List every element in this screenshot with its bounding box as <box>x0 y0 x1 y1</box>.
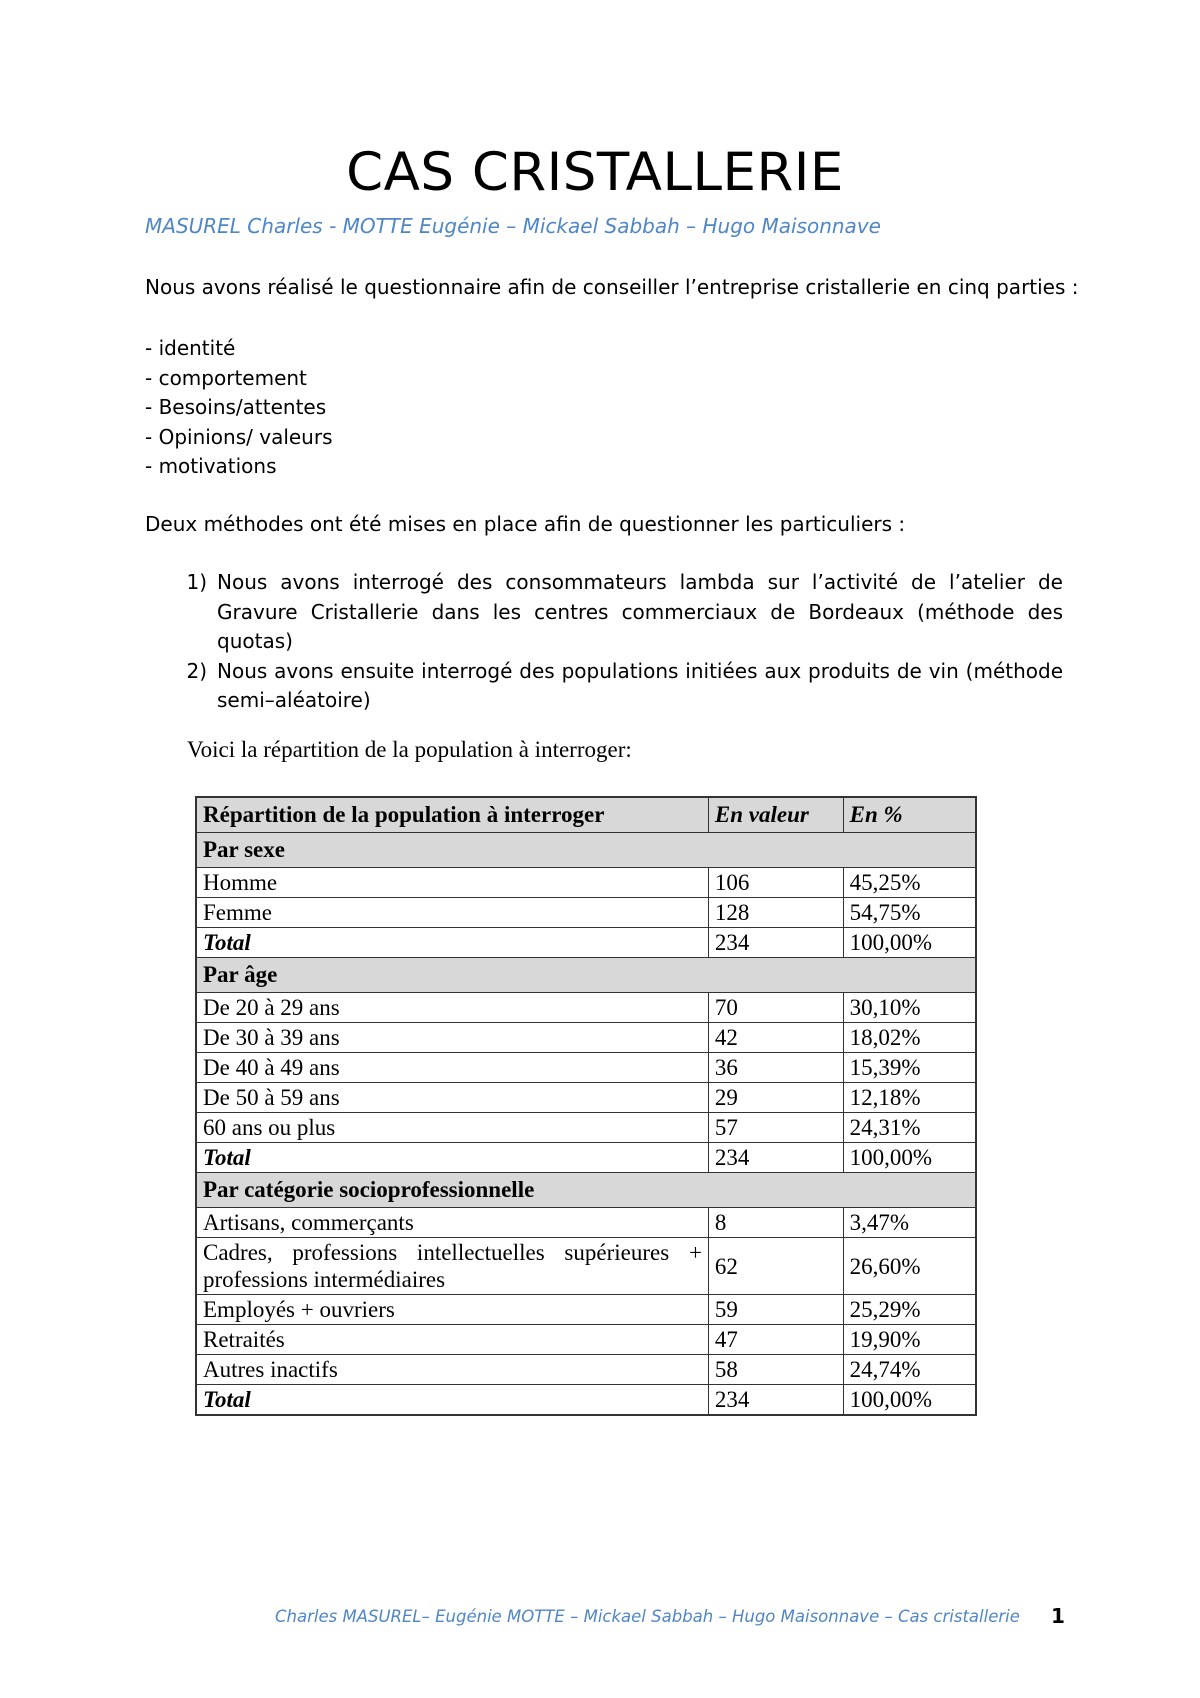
table-cell: 234 <box>708 1385 843 1416</box>
table-row <box>196 868 976 898</box>
table-row <box>196 1023 976 1053</box>
section-header-row <box>196 833 976 868</box>
section-header-row <box>196 1173 976 1208</box>
table-cell: 19,90% <box>843 1325 976 1355</box>
table-cell: 12,18% <box>843 1083 976 1113</box>
table-cell: 59 <box>708 1295 843 1325</box>
table-row <box>196 1083 976 1113</box>
table-cell-text: Cadres, professions intellectuelles supérieures + professions intermédiaires <box>203 1240 702 1292</box>
table-cell: 100,00% <box>843 928 976 958</box>
table-cell: 128 <box>708 898 843 928</box>
list-item: - comportement <box>145 365 307 390</box>
list-text: Nous avons interrogé des consommateurs lambda sur l’activité de l’atelier de Gravure Cristallerie dans les centres commerciaux de Bordeaux (méthode des quotas) <box>217 570 1063 653</box>
table-cell: 54,75% <box>843 898 976 928</box>
table-cell: 42 <box>708 1023 843 1053</box>
table-header-cell: En valeur <box>708 797 843 833</box>
table-row <box>196 1113 976 1143</box>
table-header-cell: En % <box>843 797 976 833</box>
list-item: - identité <box>145 336 236 360</box>
list-number: 2) <box>186 658 207 683</box>
table-cell: 29 <box>708 1083 843 1113</box>
table-cell: 15,39% <box>843 1053 976 1083</box>
methods-intro-paragraph: Deux méthodes ont été mises en place afin de questionner les particuliers : <box>145 512 906 536</box>
table-cell: De 30 à 39 ans <box>196 1023 708 1053</box>
list-item: - Besoins/attentes <box>145 395 327 419</box>
table-cell: Total <box>196 1385 708 1416</box>
table-cell: Retraités <box>196 1325 708 1355</box>
table-cell: Total <box>196 928 708 958</box>
intro-paragraph: Nous avons réalisé le questionnaire afin de conseiller l’entreprise cristallerie en cinq parties : <box>145 275 1079 299</box>
list-item: - Opinions/ valeurs <box>145 424 333 449</box>
section-header-row <box>196 958 976 993</box>
table-cell: 234 <box>708 928 843 958</box>
table-cell: Autres inactifs <box>196 1355 708 1385</box>
table-cell: 18,02% <box>843 1023 976 1053</box>
table-cell: 100,00% <box>843 1143 976 1173</box>
table-cell: 25,29% <box>843 1295 976 1325</box>
document-title: CAS CRISTALLERIE <box>346 142 844 203</box>
table-cell: Artisans, commerçants <box>196 1208 708 1238</box>
list-item <box>145 657 1063 716</box>
table-cell: 100,00% <box>843 1385 976 1416</box>
table-cell: 30,10% <box>843 993 976 1023</box>
table-row <box>196 1208 976 1238</box>
table-cell: 106 <box>708 868 843 898</box>
table-cell: 36 <box>708 1053 843 1083</box>
table-cell: 62 <box>708 1238 843 1295</box>
table-total-row <box>196 1143 976 1173</box>
table-cell: Total <box>196 1143 708 1173</box>
methods-list <box>145 568 1063 716</box>
table-cell: Femme <box>196 898 708 928</box>
table-cell: Employés + ouvriers <box>196 1295 708 1325</box>
table-caption: Voici la répartition de la population à interroger: <box>187 737 632 762</box>
list-number: 1) <box>186 570 207 594</box>
authors-line: MASUREL Charles - MOTTE Eugénie – Mickael Sabbah – Hugo Maisonnave <box>145 214 881 238</box>
table-row <box>196 993 976 1023</box>
table-cell: De 40 à 49 ans <box>196 1053 708 1083</box>
section-title: Par catégorie socioprofessionnelle <box>196 1173 976 1208</box>
table-cell: De 20 à 29 ans <box>196 993 708 1023</box>
table-cell: Homme <box>196 868 708 898</box>
section-title: Par âge <box>196 958 976 993</box>
table-row <box>196 1325 976 1355</box>
table-total-row <box>196 1385 976 1416</box>
page-footer: Charles MASUREL– Eugénie MOTTE – Mickael Sabbah – Hugo Maisonnave – Cas cristallerie <box>275 1607 1020 1626</box>
population-table <box>195 796 977 1416</box>
table-cell <box>196 1238 708 1295</box>
table-header-cell: Répartition de la population à interroger <box>196 797 708 833</box>
table-row <box>196 1295 976 1325</box>
table-cell: 70 <box>708 993 843 1023</box>
table-cell: 26,60% <box>843 1238 976 1295</box>
table-cell: 24,74% <box>843 1355 976 1385</box>
table-cell: 57 <box>708 1113 843 1143</box>
table-cell: 234 <box>708 1143 843 1173</box>
list-item <box>145 568 1063 657</box>
table-cell: 24,31% <box>843 1113 976 1143</box>
parts-list <box>145 334 333 482</box>
table-row <box>196 1355 976 1385</box>
page-number: 1 <box>1051 1604 1065 1628</box>
table-row <box>196 1053 976 1083</box>
table-header-row <box>196 797 976 833</box>
table-cell: 8 <box>708 1208 843 1238</box>
list-item: - motivations <box>145 454 277 478</box>
table-cell: 47 <box>708 1325 843 1355</box>
table-row <box>196 898 976 928</box>
table-cell: De 50 à 59 ans <box>196 1083 708 1113</box>
section-title: Par sexe <box>196 833 976 868</box>
list-text: Nous avons ensuite interrogé des populations initiées aux produits de vin (méthode semi–aléatoire) <box>217 658 1063 712</box>
table-cell: 45,25% <box>843 868 976 898</box>
table-row <box>196 1238 976 1295</box>
table-cell: 60 ans ou plus <box>196 1113 708 1143</box>
table-total-row <box>196 928 976 958</box>
table-cell: 58 <box>708 1355 843 1385</box>
table-cell: 3,47% <box>843 1208 976 1238</box>
